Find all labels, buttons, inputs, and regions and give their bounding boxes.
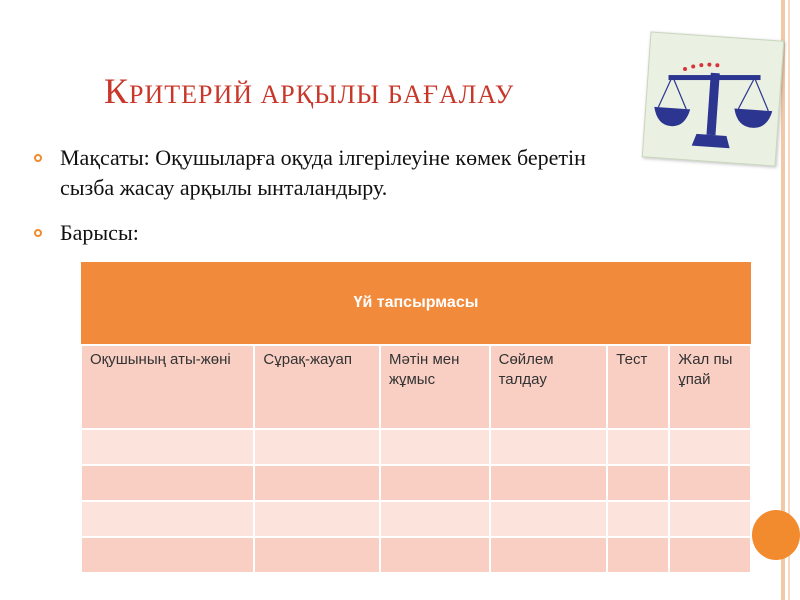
column-header: Сұрақ-жауап [254,345,380,429]
table-cell [380,501,490,537]
table-cell [490,501,608,537]
table-caption: Үй тапсырмасы [81,262,751,345]
table-cell [81,429,254,465]
table-cell [607,537,669,573]
table-row [81,465,751,501]
table-cell [490,465,608,501]
table-cell [81,537,254,573]
table-cell [669,501,751,537]
homework-table [80,262,752,574]
column-header: Сөйлем талдау [490,345,608,429]
column-header: Мәтін мен жұмыс [380,345,490,429]
decorative-corner-circle [752,510,800,560]
table-row [81,501,751,537]
table-cell [380,465,490,501]
title-first-letter: К [104,71,130,111]
table-cell [607,501,669,537]
table-cell [490,429,608,465]
column-header: Жал пы ұпай [669,345,751,429]
table-cell [81,465,254,501]
table-cell [607,465,669,501]
table-cell [669,465,751,501]
table-cell [254,465,380,501]
table-row [81,537,751,573]
slide-title [104,70,514,112]
table-cell [380,429,490,465]
table-cell [254,537,380,573]
table-cell [669,429,751,465]
table-cell [380,537,490,573]
table-cell [254,501,380,537]
table-cell [254,429,380,465]
table-row [81,429,751,465]
scales-of-justice-icon [643,33,783,166]
bullet-process [34,218,334,248]
table-cell [669,537,751,573]
table-header-row [81,345,751,429]
bullet-process-text: Барысы: [60,220,139,245]
table-cell [607,429,669,465]
column-header: Тест [607,345,669,429]
bullet-goal [34,143,644,203]
column-header: Оқушының аты-жөні [81,345,254,429]
table-cell [81,501,254,537]
table-cell [490,537,608,573]
bullet-goal-text: Мақсаты: Оқушыларға оқуда ілгерілеуіне көмек беретін сызба жасау арқылы ынталандыру. [60,145,586,200]
scales-emblem [642,31,784,166]
bullet-circle-icon [34,229,42,237]
slide-border-right-inner [788,0,790,600]
title-rest: РИТЕРИЙ АРҚЫЛЫ БАҒАЛАУ [129,80,515,109]
bullet-circle-icon [34,154,42,162]
